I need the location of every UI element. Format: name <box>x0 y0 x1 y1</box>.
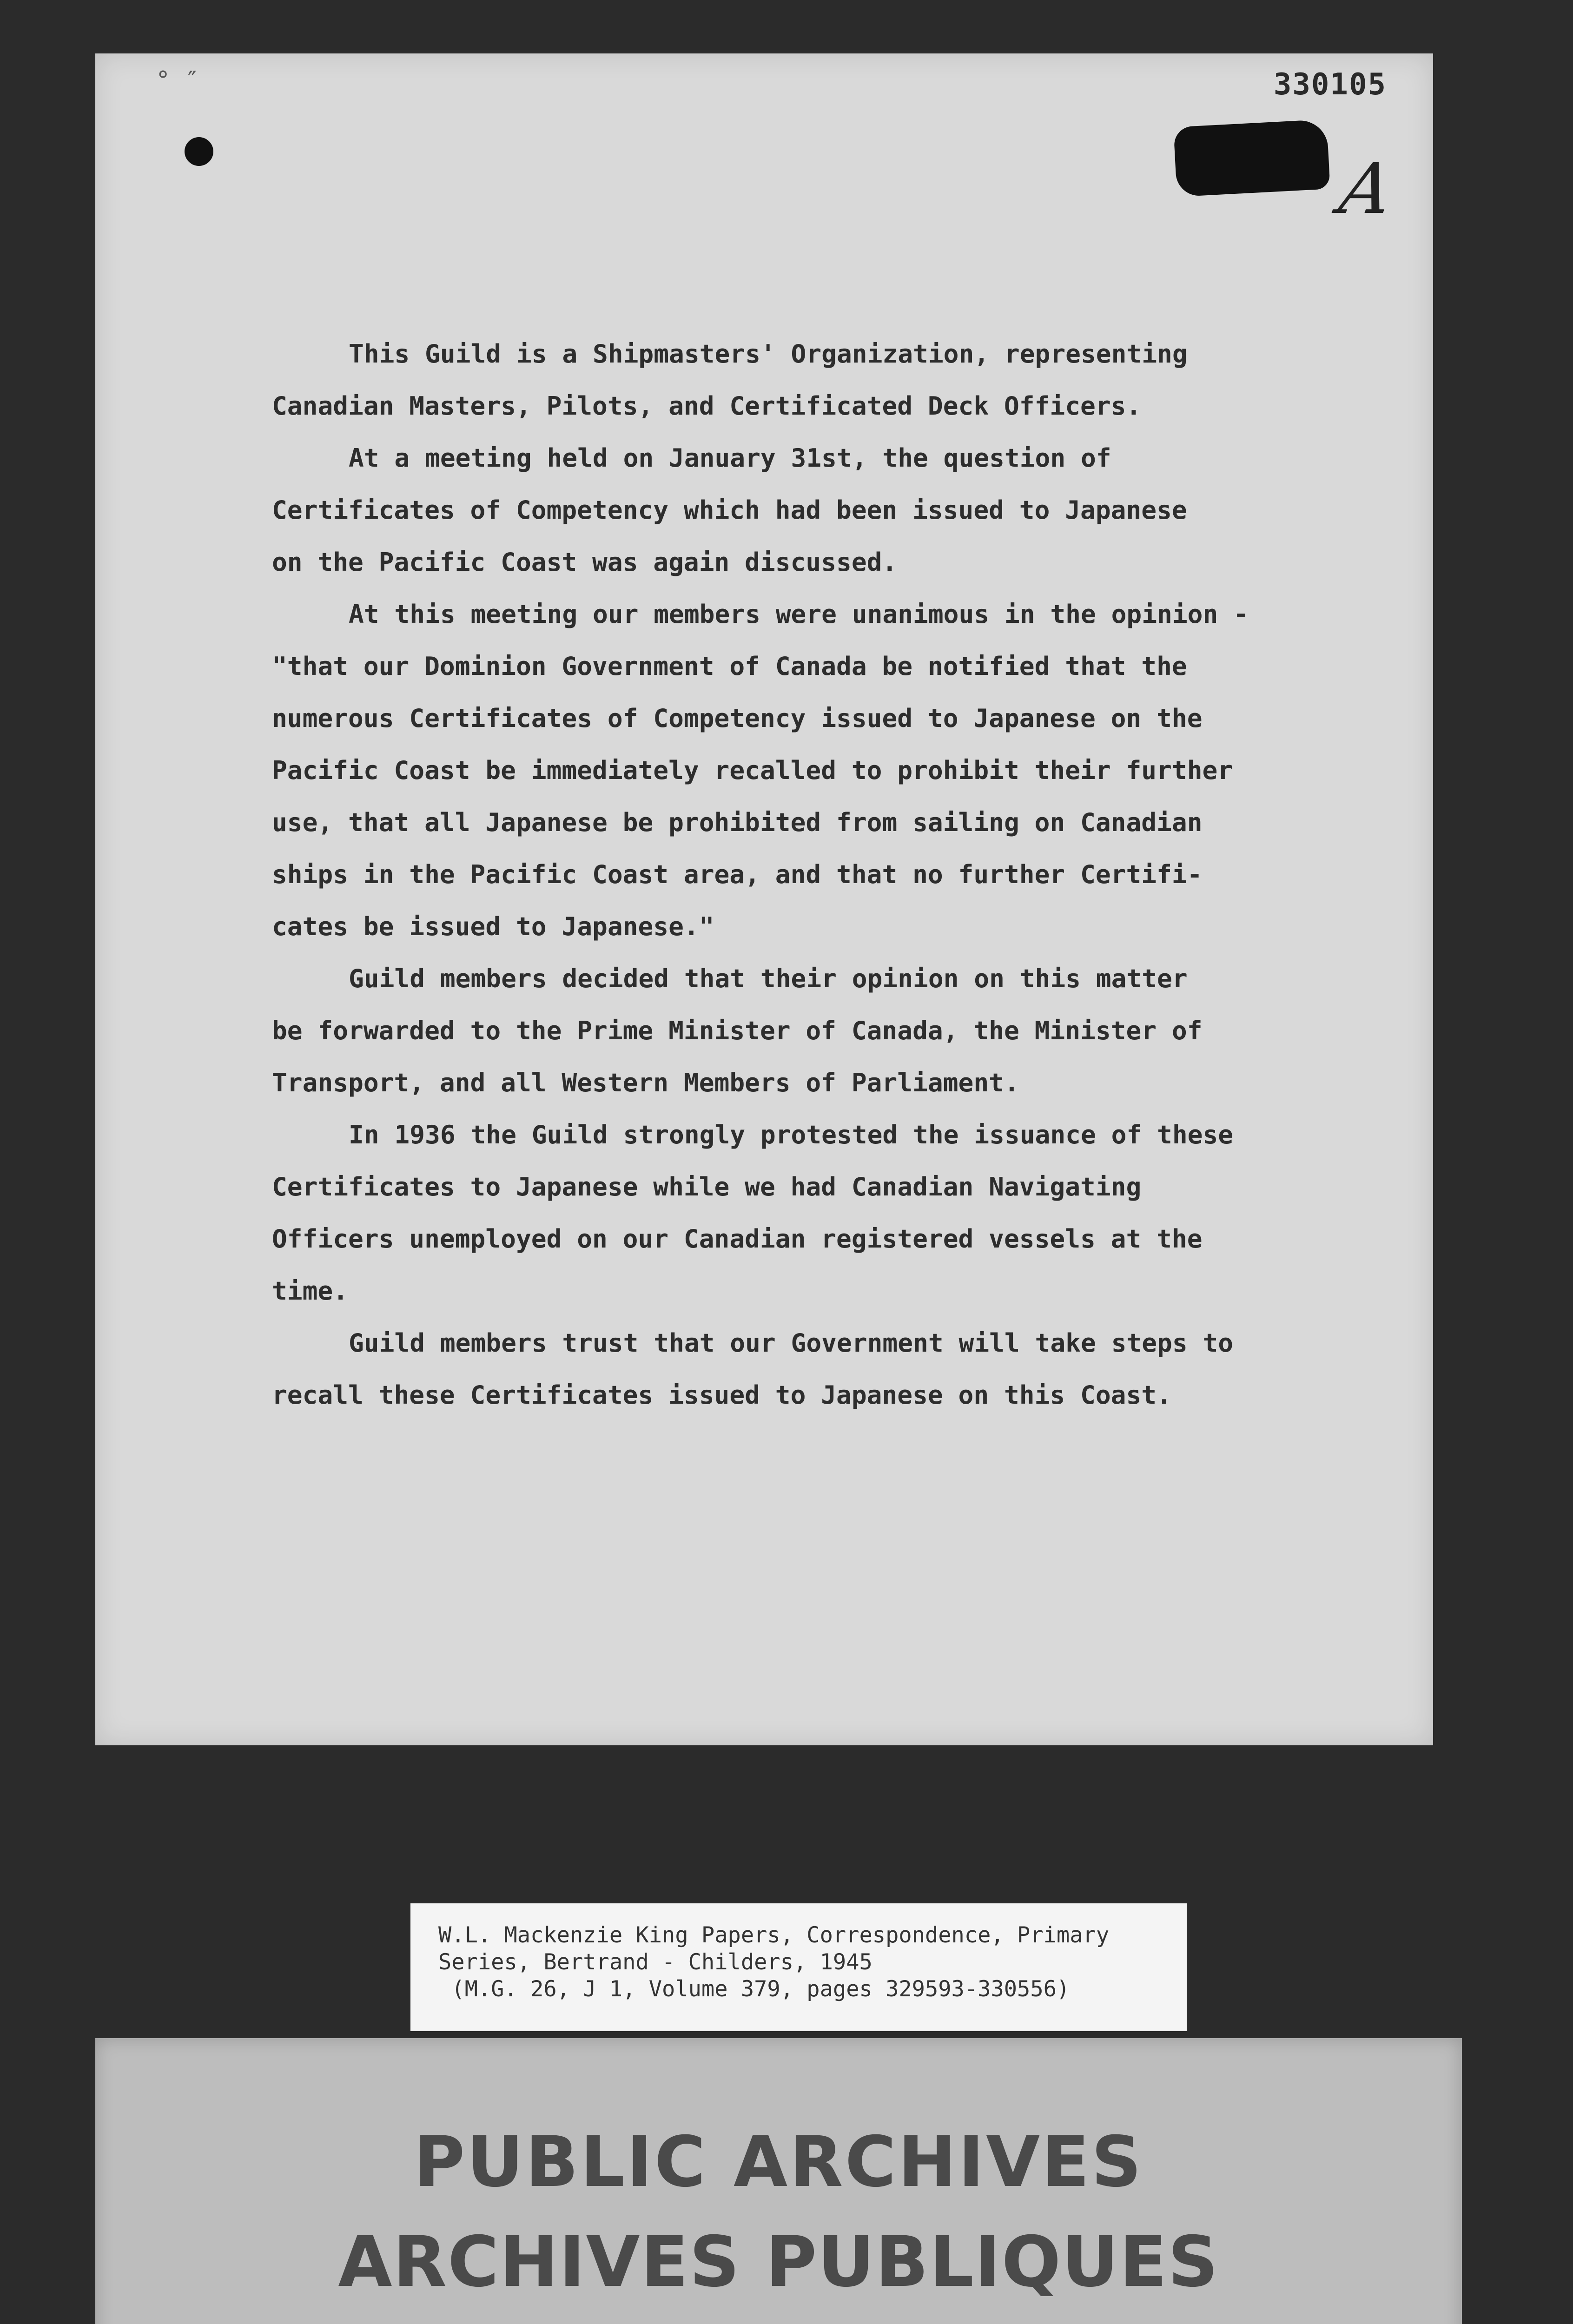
citation-label <box>410 1903 1187 2031</box>
paragraph-3: At this meeting our members were unanimous in the opinion - "that our Dominion Government of Canada be notified that the numerous Certificates of Competency issued to Japanese on the Pacific Coast be immediately recalled to prohibit their further use, that all Japanese be prohibited from sailing on Canadian ships in the Pacific Coast area, and that no further Certifi- cates be issued to Japanese." <box>272 599 1249 941</box>
handwritten-mark: A <box>1334 149 1399 230</box>
redaction-mark <box>1173 119 1330 197</box>
page-number: 330105 <box>1273 67 1387 102</box>
paragraph-2: At a meeting held on January 31st, the question of Certificates of Competency which had been issued to Japanese on the Pacific Coast was again discussed. <box>272 443 1187 577</box>
paragraph-5: In 1936 the Guild strongly protested the issuance of these Certificates to Japanese while we had Canadian Navigating Officers unemployed on our Canadian registered vessels at the time. <box>272 1120 1234 1306</box>
document-page <box>95 53 1433 1745</box>
paragraph-4: Guild members decided that their opinion on this matter be forwarded to the Prime Minister of Canada, the Minister of Transport, and all Western Members of Parliament. <box>272 964 1203 1097</box>
citation-text: W.L. Mackenzie King Papers, Correspondence, Primary Series, Bertrand - Childers, 1945 (M.G. 26, J 1, Volume 379, pages 329593-330556) <box>438 1922 1110 2002</box>
punch-hole <box>185 137 213 166</box>
corner-marks: ° ″ <box>156 66 199 94</box>
archive-banner <box>95 2038 1462 2324</box>
banner-line-public-archives: PUBLIC ARCHIVES <box>414 2122 1143 2203</box>
paragraph-1: This Guild is a Shipmasters' Organization, representing Canadian Masters, Pilots, and Certificated Deck Officers. <box>272 339 1188 421</box>
banner-line-archives-publiques: ARCHIVES PUBLIQUES <box>338 2222 1219 2303</box>
paragraph-6: Guild members trust that our Government will take steps to recall these Certificates issued to Japanese on this Coast. <box>272 1328 1234 1410</box>
letter-body <box>272 328 1360 1421</box>
